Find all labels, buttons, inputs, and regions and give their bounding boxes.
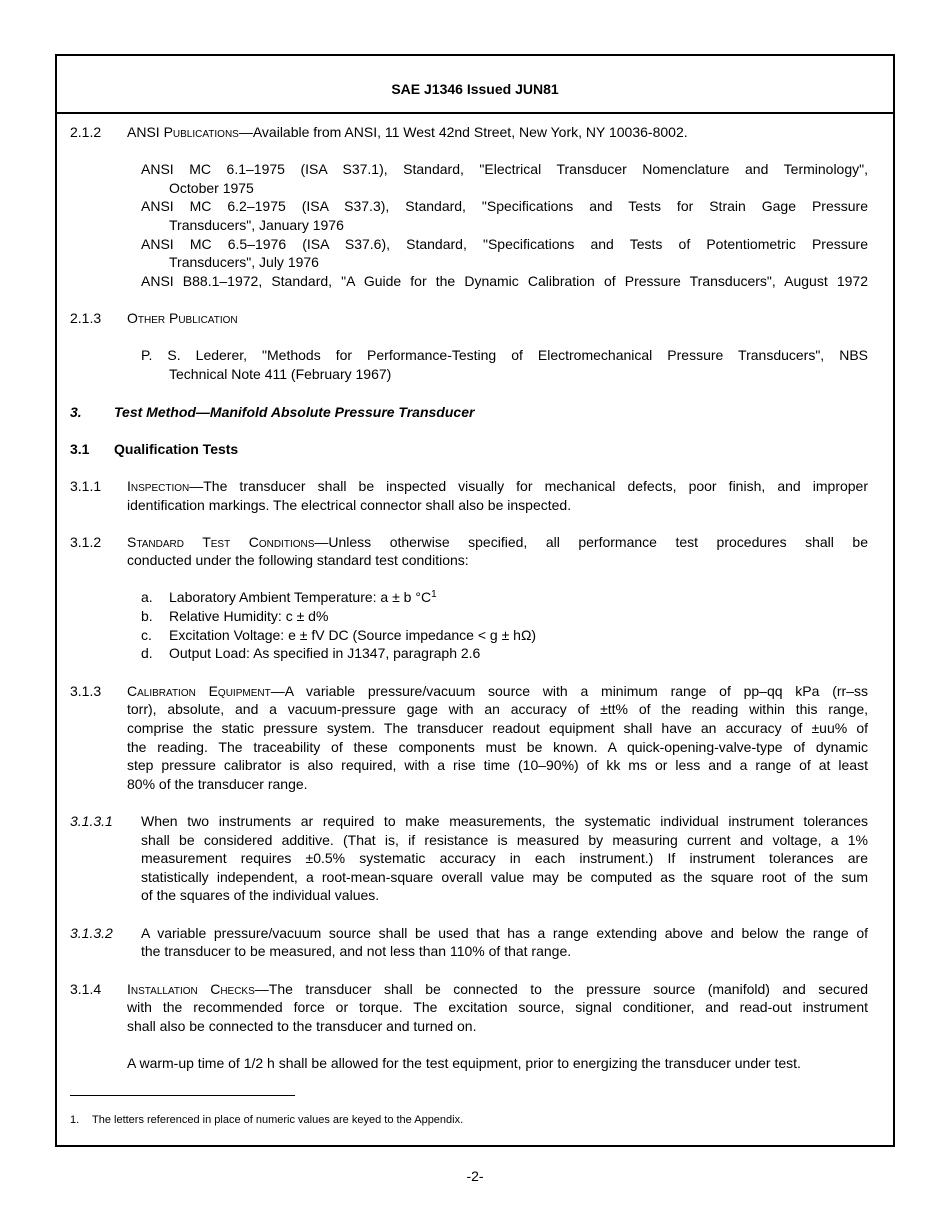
section-number: 3.1 [70,441,90,457]
section-title: Qualification Tests [114,441,239,457]
section-title: Test Method—Manifold Absolute Pressure Transducer [114,404,475,420]
section-number: 3.1.2 [70,534,102,550]
section-number: 3.1.3 [70,683,102,699]
section-heading: Installation Checks [127,981,255,997]
paragraph-line: torr), absolute, and a vacuum-pressure gage with an accuracy of ±tt% of the reading within this range, [127,701,868,717]
reference-line: ANSI MC 6.5–1976 (ISA S37.6), Standard, "Specifications and Tests of Potentiometric Pressure [141,236,868,252]
paragraph-line [127,477,868,496]
list-item-text: Laboratory Ambient Temperature: a ± b °C [169,589,432,605]
section-number: 3.1.1 [70,478,102,494]
page-number: -2- [466,1168,484,1184]
paragraph-line: shall be considered additive. (That is, if resistance is measured by measuring current and voltage, a 1% [141,832,868,848]
list-item-letter: d. [141,645,153,661]
paragraph-line: conducted under the following standard test conditions: [127,552,469,568]
paragraph-line: statistically independent, a root-mean-square overall value may be computed as the square root of the sum [141,869,868,885]
section-body: —Available from ANSI, 11 West 42nd Street, New York, NY 10036-8002. [238,124,688,140]
list-item-text: Excitation Voltage: e ± fV DC (Source impedance < g ± hΩ) [169,627,537,643]
reference-line: ANSI B88.1–1972, Standard, "A Guide for the Dynamic Calibration of Pressure Transducers", August 1972 [141,273,868,289]
reference-line: P. S. Lederer, "Methods for Performance-Testing of Electromechanical Pressure Transducers", NBS [141,347,868,363]
reference-line: Transducers", July 1976 [169,254,319,270]
section-number: 3. [70,404,82,420]
footnote-number: 1. [70,1114,80,1126]
paragraph-line: step pressure calibrator is also required, with a rise time (10–90%) of kk ms or less and a range of at least [127,757,868,773]
section-heading: Standard Test Conditions [127,534,315,550]
section-number: 3.1.3.2 [70,925,113,941]
reference-line: Transducers", January 1976 [169,217,344,233]
paragraph-line: A variable pressure/vacuum source shall be used that has a range extending above and below the range of [141,925,868,941]
reference-line: ANSI MC 6.2–1975 (ISA S37.3), Standard, "Specifications and Tests for Strain Gage Pressure [141,198,868,214]
section-body: —Unless otherwise specified, all performance test procedures shall be [314,534,868,550]
section-number: 2.1.2 [70,124,102,140]
list-item-letter: c. [141,627,152,643]
page-frame [55,54,895,1147]
paragraph-line [127,533,868,552]
paragraph-line: comprise the static pressure system. The transducer readout equipment shall have an accuracy of ±uu% of [127,720,868,736]
reference-line: ANSI MC 6.1–1975 (ISA S37.1), Standard, "Electrical Transducer Nomenclature and Terminology", [141,161,868,177]
section-2-1-2-text [127,123,688,142]
paragraph-line [127,980,868,999]
list-item-letter: a. [141,589,153,605]
section-number: 2.1.3 [70,310,102,326]
section-body: —A variable pressure/vacuum source with a minimum range of pp–qq kPa (rr–ss [270,683,868,699]
paragraph-line: with the recommended force or torque. The excitation source, signal conditioner, and read-out instrument [127,999,868,1015]
footnote-divider [70,1095,295,1096]
list-item-letter: b. [141,608,153,624]
paragraph-line: 80% of the transducer range. [127,776,308,792]
paragraph-line: identification markings. The electrical connector shall also be inspected. [127,497,572,513]
section-heading: Other Publication [127,310,238,326]
section-body: —The transducer shall be inspected visually for mechanical defects, poor finish, and improper [189,478,868,494]
paragraph-line [127,682,868,701]
paragraph-line: shall also be connected to the transducer and turned on. [127,1018,477,1034]
section-number: 3.1.4 [70,981,102,997]
document-title: SAE J1346 Issued JUN81 [391,81,559,97]
paragraph-line: the reading. The traceability of these components must be known. A quick-opening-valve-type of dynamic [127,739,868,755]
list-item-text: Relative Humidity: c ± d% [169,608,329,624]
paragraph-line: A warm-up time of 1/2 h shall be allowed for the test equipment, prior to energizing the transducer under test. [127,1055,801,1071]
section-heading: Calibration Equipment [127,683,271,699]
page-header [57,56,893,114]
section-heading: Inspection [127,478,190,494]
paragraph-line: of the squares of the individual values. [141,887,380,903]
reference-line: October 1975 [169,180,254,196]
paragraph-line: measurement requires ±0.5% systematic accuracy in each instrument.) If instrument tolerances are [141,850,868,866]
paragraph-line: When two instruments ar required to make measurements, the systematic individual instrument tolerances [141,813,868,829]
reference-line: Technical Note 411 (February 1967) [169,366,392,382]
section-number: 3.1.3.1 [70,813,113,829]
footnote-ref: 1 [431,589,437,600]
paragraph-line: the transducer to be measured, and not less than 110% of that range. [141,943,572,959]
section-heading: ANSI Publications [127,124,239,140]
footnote-text: The letters referenced in place of numeric values are keyed to the Appendix. [92,1114,464,1126]
list-item-text: Output Load: As specified in J1347, paragraph 2.6 [169,645,481,661]
section-body: —The transducer shall be connected to the pressure source (manifold) and secured [254,981,868,997]
list-item [169,588,437,607]
